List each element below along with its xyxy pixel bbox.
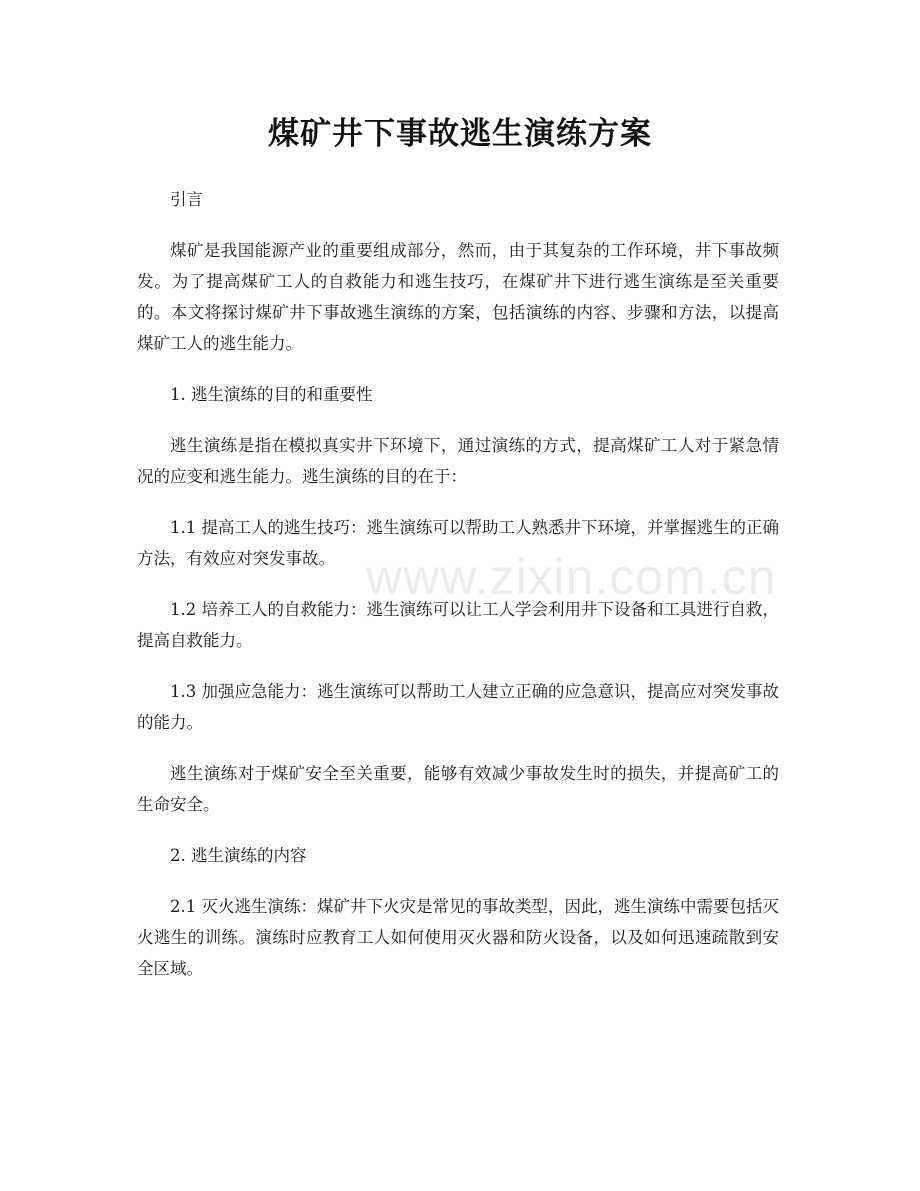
paragraph-1-2: 1.2 培养工人的自救能力：逃生演练可以让工人学会利用井下设备和工具进行自救，提高自救能力。 [137,600,779,650]
watermark: www.zixin.com.cn [366,549,777,605]
document-title: 煤矿井下事故逃生演练方案 [268,116,652,152]
section-heading-1: 1. 逃生演练的目的和重要性 [170,385,373,404]
document-body [137,184,779,1004]
paragraph-1-1: 1.1 提高工人的逃生技巧：逃生演练可以帮助工人熟悉井下环境，并掌握逃生的正确方法，有效应对突发事故。 [137,518,779,568]
paragraph-intro-heading: 引言 [170,190,203,209]
paragraph-intro: 煤矿是我国能源产业的重要组成部分，然而，由于其复杂的工作环境，井下事故频发。为了提高煤矿工人的自救能力和逃生技巧，在煤矿井下进行逃生演练是至关重要的。本文将探讨煤矿井下事故逃生演练的方案，包括演练的内容、步骤和方法，以提高煤矿工人的逃生能力。 [137,241,779,353]
paragraph-1-3: 1.3 加强应急能力：逃生演练可以帮助工人建立正确的应急意识，提高应对突发事故的能力。 [137,682,779,732]
paragraph-2-1: 2.1 灭火逃生演练：煤矿井下火灾是常见的事故类型，因此，逃生演练中需要包括灭火逃生的训练。演练时应教育工人如何使用灭火器和防火设备，以及如何迅速疏散到安全区域。 [137,897,779,978]
section-heading-2: 2. 逃生演练的内容 [170,846,307,865]
paragraph-1-summary: 逃生演练对于煤矿安全至关重要，能够有效减少事故发生时的损失，并提高矿工的生命安全。 [137,764,779,814]
paragraph-1: 逃生演练是指在模拟真实井下环境下，通过演练的方式，提高煤矿工人对于紧急情况的应变和逃生能力。逃生演练的目的在于： [137,436,779,486]
